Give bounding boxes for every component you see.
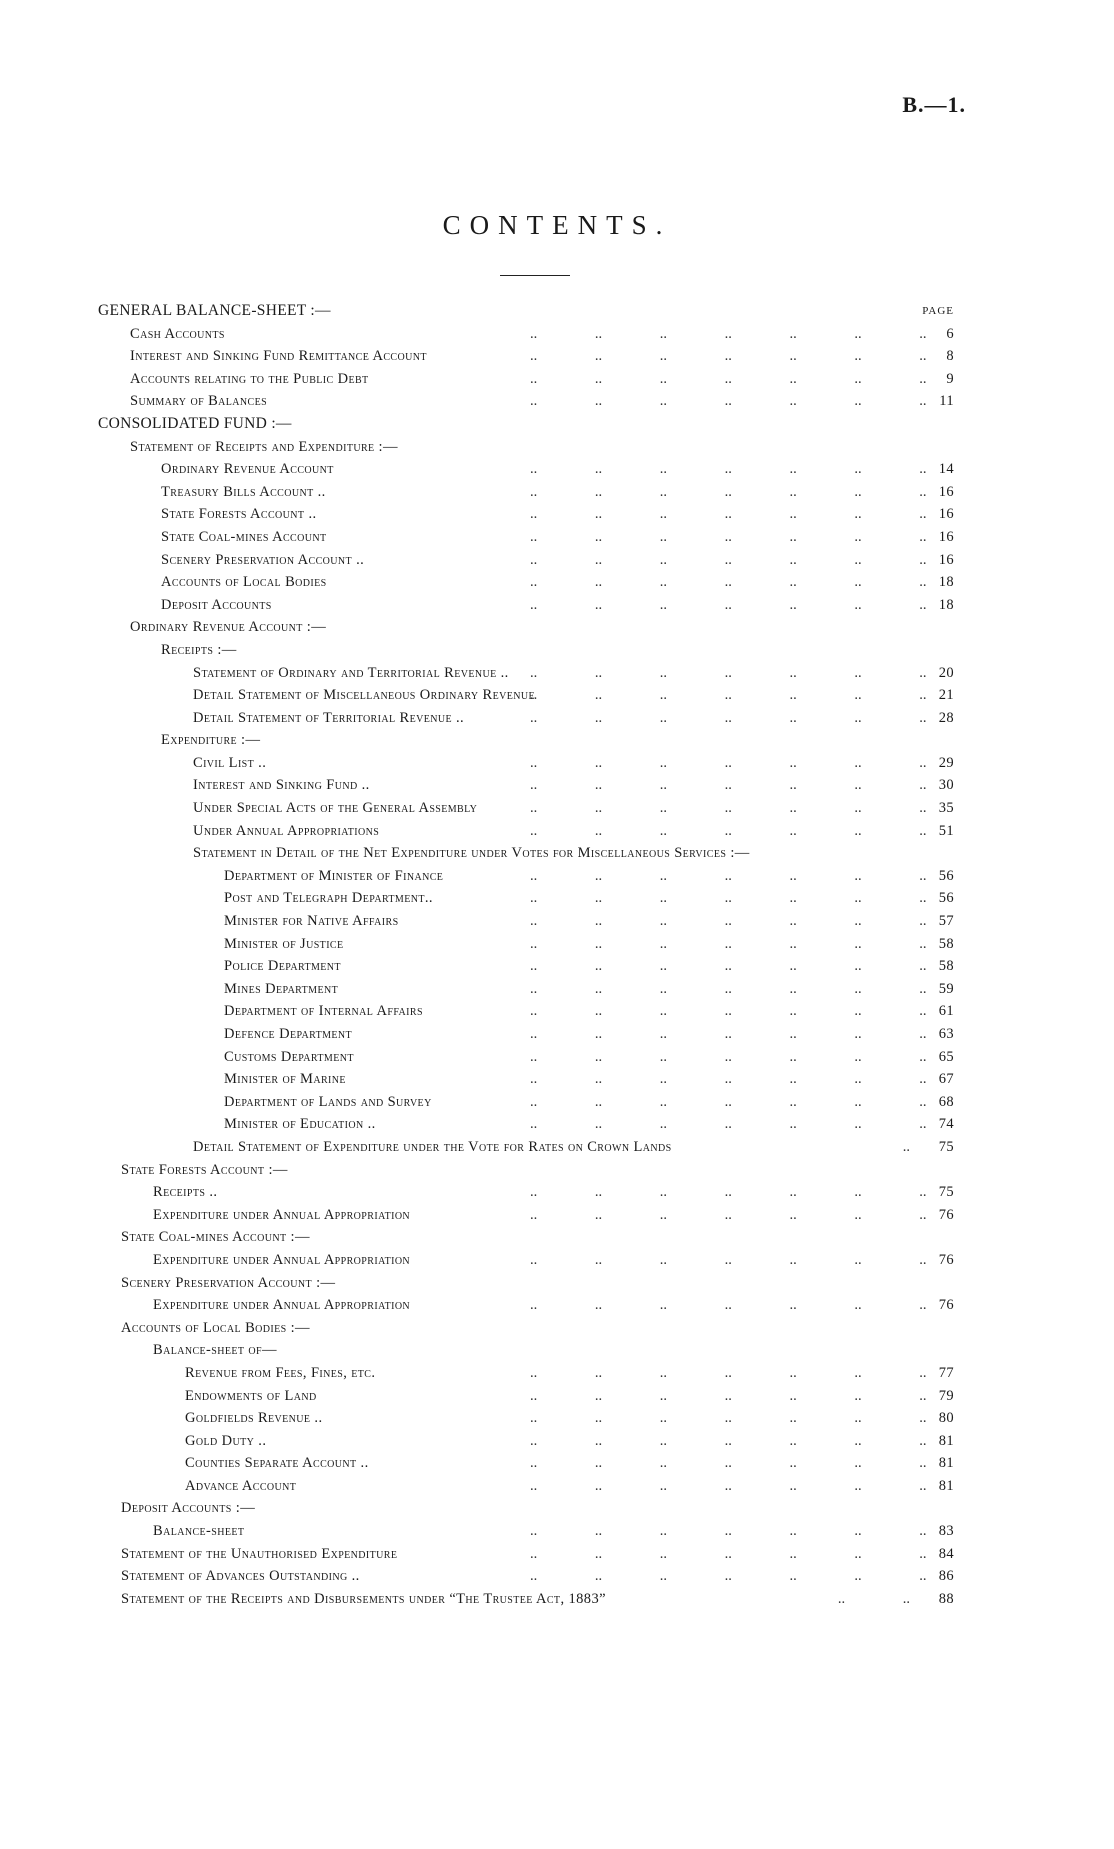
toc-entry-label: Detail Statement of Miscellaneous Ordinary Revenue	[193, 687, 535, 704]
dot-leader: .. .. .. .. .. .. ..	[530, 800, 927, 817]
dot-leader: .. .. .. .. .. .. ..	[530, 1432, 927, 1449]
toc-entry	[0, 1091, 1114, 1114]
toc-entry	[0, 1023, 1114, 1046]
page-title: CONTENTS.	[442, 210, 672, 240]
toc-entry-label: Statement of the Unauthorised Expenditure	[121, 1545, 398, 1562]
toc-entry-label: Minister of Education ..	[224, 1116, 376, 1133]
toc-entry-label: Accounts of Local Bodies	[161, 574, 327, 591]
toc-entry-page: 8	[946, 348, 954, 365]
toc-entry	[0, 1430, 1114, 1453]
toc-entry-label: Cash Accounts	[130, 325, 225, 342]
toc-entry	[0, 368, 1114, 391]
toc-entry-page: 11	[939, 393, 954, 410]
dot-leader: .. .. .. .. .. .. ..	[530, 822, 927, 839]
toc-entry-page: 81	[938, 1432, 954, 1449]
toc-entry-label: Treasury Bills Account ..	[161, 483, 326, 500]
toc-entry-label: Interest and Sinking Fund Remittance Account	[130, 348, 427, 365]
toc-entry	[0, 1113, 1114, 1136]
toc-entry-label: Deposit Accounts	[161, 596, 272, 613]
toc-entry-page: 56	[938, 867, 954, 884]
dot-leader: .. .. .. .. .. .. ..	[530, 1093, 927, 1110]
toc-entry	[0, 1339, 1114, 1362]
toc-entry-page: 84	[938, 1545, 954, 1562]
title-rule	[500, 275, 570, 276]
table-of-contents	[0, 300, 1114, 1610]
toc-entry-label: Statement in Detail of the Net Expenditure under Votes for Miscellaneous Services :—	[193, 845, 750, 862]
dot-leader: .. .. .. .. .. .. ..	[530, 664, 927, 681]
toc-entry-label: Customs Department	[224, 1048, 354, 1065]
toc-entry-label: Receipts :—	[161, 641, 237, 658]
toc-entry-page: 88	[938, 1590, 954, 1607]
toc-entry-page: 35	[938, 800, 954, 817]
toc-entry-page: 56	[938, 890, 954, 907]
toc-entry	[0, 1046, 1114, 1069]
dot-leader: .. .. .. .. .. .. ..	[530, 506, 927, 523]
toc-entry	[0, 707, 1114, 730]
toc-entry-page: 74	[938, 1116, 954, 1133]
toc-entry	[0, 1385, 1114, 1408]
dot-leader: .. .. .. .. .. .. ..	[530, 551, 927, 568]
toc-entry-label: Ordinary Revenue Account :—	[130, 619, 327, 636]
toc-entry-label: Department of Minister of Finance	[224, 867, 444, 884]
toc-entry-label: Ordinary Revenue Account	[161, 461, 334, 478]
toc-entry	[0, 1543, 1114, 1566]
dot-leader: .. .. .. .. .. .. ..	[530, 1568, 927, 1585]
toc-entry	[0, 1000, 1114, 1023]
toc-entry-label: GENERAL BALANCE-SHEET :—	[98, 302, 331, 319]
toc-entry-label: State Forests Account ..	[161, 506, 317, 523]
toc-entry	[0, 910, 1114, 933]
toc-entry-label: Scenery Preservation Account ..	[161, 551, 365, 568]
toc-entry-label: Detail Statement of Expenditure under the Vote for Rates on Crown Lands	[193, 1138, 672, 1155]
toc-entry-page: 16	[938, 506, 954, 523]
toc-entry-page: 80	[938, 1410, 954, 1427]
toc-entry-label: Under Annual Appropriations	[193, 822, 380, 839]
toc-entry-label: Advance Account	[185, 1477, 297, 1494]
toc-entry	[0, 323, 1114, 346]
toc-entry-label: Civil List ..	[193, 754, 267, 771]
toc-entry-page: 51	[938, 822, 954, 839]
page-column-heading: PAGE	[922, 305, 954, 317]
toc-entry-page: 57	[938, 913, 954, 930]
toc-entry-page: 81	[938, 1477, 954, 1494]
dot-leader: .. .. .. .. .. .. ..	[530, 1364, 927, 1381]
toc-entry-page: 67	[938, 1071, 954, 1088]
toc-entry-label: Balance-sheet of—	[153, 1342, 277, 1359]
toc-entry-page: 65	[938, 1048, 954, 1065]
toc-entry	[0, 1317, 1114, 1340]
toc-entry	[0, 1520, 1114, 1543]
toc-entry	[0, 639, 1114, 662]
toc-entry-label: State Coal-mines Account :—	[121, 1229, 310, 1246]
toc-entry	[0, 436, 1114, 459]
dot-leader: .. .. .. .. .. .. ..	[530, 754, 927, 771]
toc-entry-page: 63	[938, 1026, 954, 1042]
toc-entry-page: 81	[938, 1455, 954, 1472]
dot-leader: .. .. .. .. .. .. ..	[530, 890, 927, 907]
toc-entry	[0, 1272, 1114, 1295]
toc-entry-page: 16	[938, 551, 954, 568]
toc-entry	[0, 662, 1114, 685]
dot-leader: .. .. .. .. .. .. ..	[530, 1071, 927, 1088]
dot-leader: .. ..	[837, 1590, 910, 1607]
toc-entry-label: Defence Department	[224, 1026, 353, 1042]
toc-entry-page: 21	[938, 687, 954, 704]
toc-entry-label: State Coal-mines Account	[161, 528, 327, 545]
toc-entry-page: 79	[938, 1387, 954, 1404]
toc-entry	[0, 526, 1114, 549]
dot-leader: .. .. .. .. .. .. ..	[530, 1410, 927, 1427]
toc-entry	[0, 887, 1114, 910]
toc-entry	[0, 300, 1114, 323]
toc-entry-label: Balance-sheet	[153, 1523, 245, 1540]
toc-entry-label: Expenditure under Annual Appropriation	[153, 1251, 411, 1268]
toc-entry-page: 59	[938, 980, 954, 997]
toc-entry-label: Department of Internal Affairs	[224, 1003, 423, 1020]
toc-entry-label: Accounts relating to the Public Debt	[130, 370, 369, 387]
toc-entry-page: 61	[938, 1003, 954, 1020]
toc-entry	[0, 774, 1114, 797]
dot-leader: .. .. .. .. .. .. ..	[530, 1026, 927, 1042]
dot-leader: .. .. .. .. .. .. ..	[530, 461, 927, 478]
dot-leader: .. .. .. .. .. .. ..	[530, 393, 927, 410]
toc-entry-label: Expenditure under Annual Appropriation	[153, 1206, 411, 1223]
toc-entry	[0, 842, 1114, 865]
toc-entry-label: Minister of Marine	[224, 1071, 346, 1088]
dot-leader: .. .. .. .. .. .. ..	[530, 1545, 927, 1562]
dot-leader: .. .. .. .. .. .. ..	[530, 325, 927, 342]
toc-entry-page: 76	[938, 1206, 954, 1223]
toc-entry	[0, 458, 1114, 481]
dot-leader: .. .. .. .. .. .. ..	[530, 1455, 927, 1472]
toc-entry-page: 29	[938, 754, 954, 771]
toc-entry	[0, 571, 1114, 594]
toc-entry-page: 75	[938, 1184, 954, 1201]
toc-entry	[0, 1497, 1114, 1520]
document-reference: B.—1.	[902, 92, 966, 117]
toc-entry	[0, 616, 1114, 639]
dot-leader: .. .. .. .. .. .. ..	[530, 596, 927, 613]
toc-entry-label: Police Department	[224, 958, 341, 975]
toc-entry-label: Expenditure :—	[161, 732, 261, 749]
dot-leader: .. .. .. .. .. .. ..	[530, 1048, 927, 1065]
toc-entry	[0, 1407, 1114, 1430]
toc-entry	[0, 684, 1114, 707]
toc-entry-label: Statement of Ordinary and Territorial Revenue ..	[193, 664, 509, 681]
toc-entry	[0, 752, 1114, 775]
toc-entry-page: 20	[938, 664, 954, 681]
toc-entry-label: Detail Statement of Territorial Revenue ..	[193, 709, 465, 726]
toc-entry-label: State Forests Account :—	[121, 1161, 288, 1178]
toc-entry-label: Expenditure under Annual Appropriation	[153, 1297, 411, 1314]
toc-entry-page: 58	[938, 935, 954, 952]
toc-entry	[0, 1362, 1114, 1385]
toc-entry	[0, 413, 1114, 436]
toc-entry-label: Accounts of Local Bodies :—	[121, 1319, 310, 1336]
dot-leader: .. .. .. .. .. .. ..	[530, 574, 927, 591]
toc-entry-label: Mines Department	[224, 980, 339, 997]
toc-entry-label: CONSOLIDATED FUND :—	[98, 414, 292, 432]
dot-leader: .. .. .. .. .. .. ..	[530, 1003, 927, 1020]
toc-entry-page: 58	[938, 958, 954, 975]
toc-entry-page: 28	[938, 709, 954, 726]
toc-entry-page: 83	[938, 1523, 954, 1540]
toc-entry	[0, 503, 1114, 526]
toc-entry-page: 18	[938, 596, 954, 613]
dot-leader: .. .. .. .. .. .. ..	[530, 1523, 927, 1540]
toc-entry	[0, 1181, 1114, 1204]
dot-leader: .. .. .. .. .. .. ..	[530, 709, 927, 726]
toc-entry-page: 18	[938, 574, 954, 591]
toc-entry	[0, 1249, 1114, 1272]
toc-entry-label: Goldfields Revenue ..	[185, 1410, 323, 1427]
toc-entry	[0, 345, 1114, 368]
dot-leader: ..	[902, 1138, 910, 1155]
dot-leader: .. .. .. .. .. .. ..	[530, 935, 927, 952]
toc-entry	[0, 1588, 1114, 1611]
dot-leader: .. .. .. .. .. .. ..	[530, 370, 927, 387]
toc-entry-label: Receipts ..	[153, 1184, 218, 1201]
toc-entry-page: 16	[938, 483, 954, 500]
toc-entry	[0, 820, 1114, 843]
toc-entry	[0, 1204, 1114, 1227]
toc-entry-label: Statement of Receipts and Expenditure :—	[130, 438, 398, 455]
toc-entry	[0, 865, 1114, 888]
toc-entry-label: Department of Lands and Survey	[224, 1093, 432, 1110]
toc-entry	[0, 978, 1114, 1001]
toc-entry	[0, 1452, 1114, 1475]
toc-entry	[0, 1294, 1114, 1317]
dot-leader: .. .. .. .. .. .. ..	[530, 687, 927, 704]
toc-entry	[0, 955, 1114, 978]
dot-leader: .. .. .. .. .. .. ..	[530, 777, 927, 794]
toc-entry-label: Minister of Justice	[224, 935, 344, 952]
dot-leader: .. .. .. .. .. .. ..	[530, 913, 927, 930]
toc-entry-label: Revenue from Fees, Fines, etc.	[185, 1364, 376, 1381]
dot-leader: .. .. .. .. .. .. ..	[530, 1206, 927, 1223]
toc-entry-label: Post and Telegraph Department..	[224, 890, 433, 907]
toc-entry-label: Minister for Native Affairs	[224, 913, 399, 930]
toc-entry-label: Scenery Preservation Account :—	[121, 1274, 336, 1291]
dot-leader: .. .. .. .. .. .. ..	[530, 483, 927, 500]
toc-entry-page: 68	[938, 1093, 954, 1110]
dot-leader: .. .. .. .. .. .. ..	[530, 958, 927, 975]
toc-entry-label: Endowments of Land	[185, 1387, 317, 1404]
toc-entry-page: 86	[938, 1568, 954, 1585]
toc-entry-page: 76	[938, 1251, 954, 1268]
dot-leader: .. .. .. .. .. .. ..	[530, 1116, 927, 1133]
toc-entry-label: Under Special Acts of the General Assembly	[193, 800, 478, 817]
toc-entry-page: 76	[938, 1297, 954, 1314]
toc-entry	[0, 1068, 1114, 1091]
dot-leader: .. .. .. .. .. .. ..	[530, 1297, 927, 1314]
dot-leader: .. .. .. .. .. .. ..	[530, 980, 927, 997]
dot-leader: .. .. .. .. .. .. ..	[530, 528, 927, 545]
toc-entry	[0, 390, 1114, 413]
toc-entry	[0, 594, 1114, 617]
toc-entry-label: Gold Duty ..	[185, 1432, 267, 1449]
toc-entry-page: 14	[938, 461, 954, 478]
toc-entry	[0, 729, 1114, 752]
toc-entry-page: 9	[946, 370, 954, 387]
dot-leader: .. .. .. .. .. .. ..	[530, 867, 927, 884]
toc-entry-label: Statement of the Receipts and Disbursements under “The Trustee Act, 1883”	[121, 1590, 606, 1607]
toc-entry	[0, 1475, 1114, 1498]
toc-entry	[0, 797, 1114, 820]
dot-leader: .. .. .. .. .. .. ..	[530, 348, 927, 365]
toc-entry-page: 30	[938, 777, 954, 794]
dot-leader: .. .. .. .. .. .. ..	[530, 1251, 927, 1268]
dot-leader: .. .. .. .. .. .. ..	[530, 1477, 927, 1494]
toc-entry	[0, 549, 1114, 572]
dot-leader: .. .. .. .. .. .. ..	[530, 1184, 927, 1201]
toc-entry-page: 6	[946, 325, 954, 342]
toc-entry-label: Statement of Advances Outstanding ..	[121, 1568, 360, 1585]
toc-entry	[0, 481, 1114, 504]
toc-entry	[0, 933, 1114, 956]
toc-entry-label: Summary of Balances	[130, 393, 268, 410]
toc-entry-label: Counties Separate Account ..	[185, 1455, 369, 1472]
toc-entry	[0, 1565, 1114, 1588]
toc-entry	[0, 1159, 1114, 1182]
toc-entry-label: Interest and Sinking Fund ..	[193, 777, 370, 794]
toc-entry-page: 77	[938, 1364, 954, 1381]
toc-entry-label: Deposit Accounts :—	[121, 1500, 256, 1517]
dot-leader: .. .. .. .. .. .. ..	[530, 1387, 927, 1404]
toc-entry	[0, 1226, 1114, 1249]
toc-entry-page: 75	[938, 1138, 954, 1155]
toc-entry	[0, 1136, 1114, 1159]
toc-entry-page: 16	[938, 528, 954, 545]
